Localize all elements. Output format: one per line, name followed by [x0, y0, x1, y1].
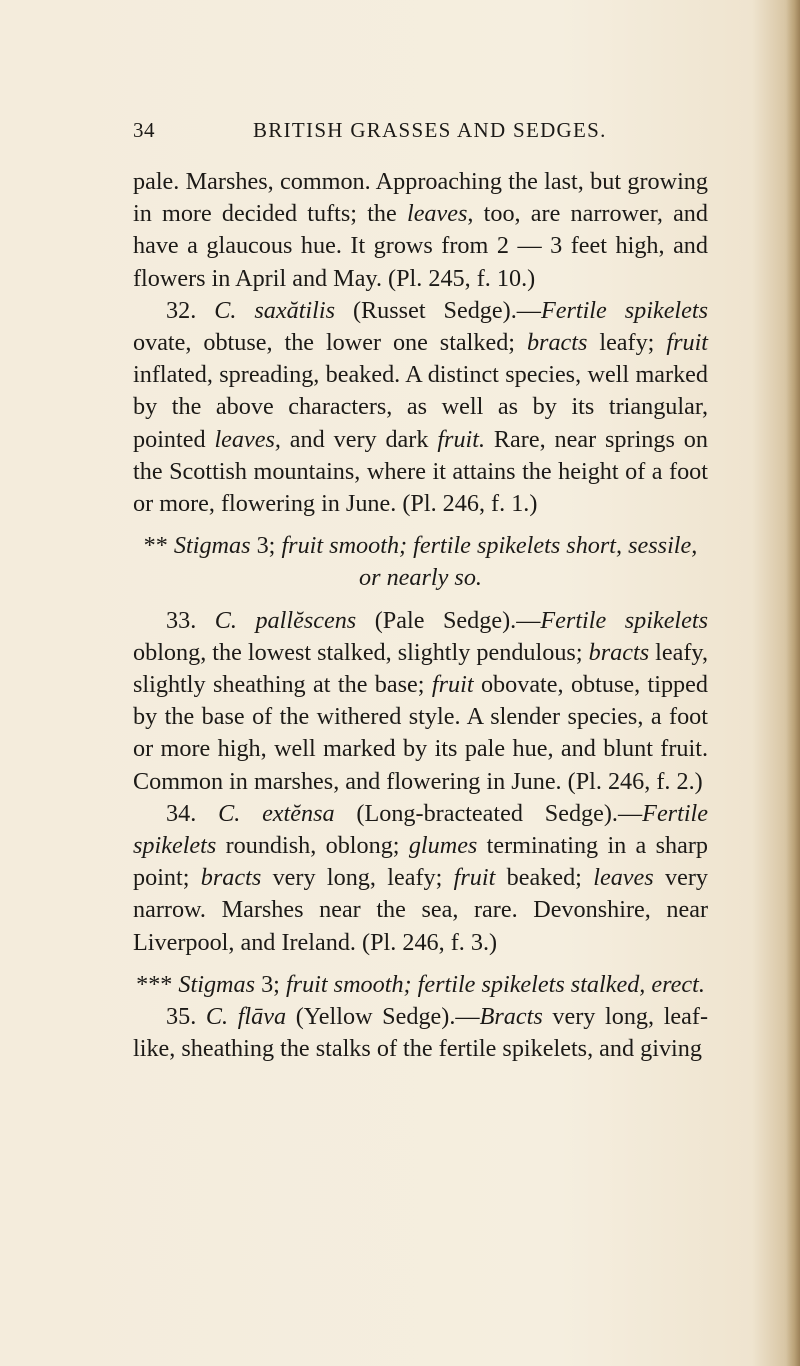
common-name: (Pale Sedge).—	[356, 606, 541, 634]
text-run: and very dark	[280, 425, 438, 453]
entry-number: 33.	[166, 606, 215, 634]
spacer	[133, 595, 708, 605]
text-run: , too, are narrower, and have a glaucous hue. It grows from 2 — 3 feet high, and flowers in April and May. (Pl. 245, f. 10.)	[133, 200, 708, 292]
italic-term: Fertile spikelets	[540, 296, 709, 324]
italic-term: fruit	[431, 671, 474, 699]
section-marker: **	[143, 532, 174, 560]
spacer	[133, 520, 708, 530]
common-name: (Yellow Sedge).—	[286, 1003, 480, 1031]
italic-term: Fertile spikelets	[540, 606, 709, 634]
italic-term: bracts	[588, 638, 650, 666]
italic-term: Stigmas	[178, 970, 256, 998]
section-marker: ***	[136, 970, 179, 998]
text-run: beaked;	[495, 864, 594, 892]
species-entry-34	[133, 798, 708, 959]
paragraph-continuation	[133, 166, 708, 295]
running-title: BRITISH GRASSES AND SEDGES.	[253, 118, 607, 142]
body-text	[133, 166, 708, 1065]
italic-term: fruit	[453, 864, 496, 892]
italic-term: Bracts	[479, 1003, 543, 1031]
italic-term: fruit	[666, 329, 709, 357]
italic-term: Stigmas	[173, 532, 251, 560]
entry-number: 34.	[166, 799, 219, 827]
italic-term: glumes	[408, 832, 478, 860]
section-description: fruit smooth; fertile spikelets short, sessile, or nearly so.	[281, 532, 698, 592]
text-run: 3;	[255, 970, 286, 998]
text-run: Rare, near springs on the Scottish mountains, where it attains the height of a foot or more, flowering in June. (Pl. 246, f. 1.)	[133, 425, 708, 518]
text-run: leafy, slightly sheathing at the base;	[133, 638, 708, 699]
text-run: terminating in a sharp point;	[133, 832, 708, 892]
italic-term: leaves,	[214, 425, 281, 453]
common-name: (Long-bracteated Sedge).—	[334, 799, 643, 827]
species-entry-32	[133, 295, 708, 520]
italic-term: leaves	[593, 864, 654, 892]
text-run: oblong, the lowest stalked, slightly pendulous;	[133, 638, 589, 666]
section-heading-2	[133, 530, 708, 594]
page-edge-shadow	[786, 0, 800, 1366]
section-description: fruit smooth; fertile spikelets stalked, erect.	[285, 970, 705, 998]
text-run: very long, leaf-like, sheathing the stalks of the fertile spikelets, and giving	[133, 1003, 708, 1063]
page-header	[0, 118, 800, 148]
species-name: C. extĕnsa	[218, 799, 335, 827]
text-run: roundish, oblong;	[216, 832, 409, 860]
italic-term: Fertile spikelets	[133, 799, 708, 860]
text-run: pale. Marshes, common. Approaching the last, but growing in more decided tufts; the	[133, 168, 708, 228]
species-entry-35	[133, 1001, 708, 1065]
italic-term: bracts	[200, 864, 262, 892]
italic-term: leaves	[406, 200, 468, 228]
text-run: ovate, obtuse, the lower one stalked;	[133, 329, 527, 357]
text-run: leafy;	[587, 329, 667, 357]
italic-term: bracts	[526, 329, 588, 357]
spacer	[133, 959, 708, 969]
italic-term: fruit.	[437, 425, 486, 453]
text-run: inflated, spreading, beaked. A distinct species, well marked by the above characters, as well as by its triangular, pointed	[133, 361, 708, 453]
entry-number: 32.	[166, 296, 215, 324]
common-name: (Russet Sedge).—	[335, 296, 541, 324]
entry-number: 35.	[166, 1003, 206, 1031]
page-number: 34	[133, 118, 155, 142]
section-heading-3	[133, 969, 708, 1001]
species-name: C. pallĕscens	[214, 606, 357, 634]
text-run: very narrow. Marshes near the sea, rare. Devonshire, near Liverpool, and Ireland. (Pl. 246, f. 3.)	[133, 864, 708, 956]
species-name: C. saxătilis	[214, 296, 336, 324]
species-name: C. flāva	[205, 1003, 287, 1031]
text-run: very long, leafy;	[261, 864, 454, 892]
text-run: obovate, obtuse, tipped by the base of the withered style. A slender species, a foot or more high, well marked by its pale hue, and blunt fruit. Common in marshes, and flowering in June. (Pl. 246, f. 2.)	[133, 671, 708, 795]
text-run: 3;	[250, 532, 282, 560]
species-entry-33	[133, 605, 708, 798]
